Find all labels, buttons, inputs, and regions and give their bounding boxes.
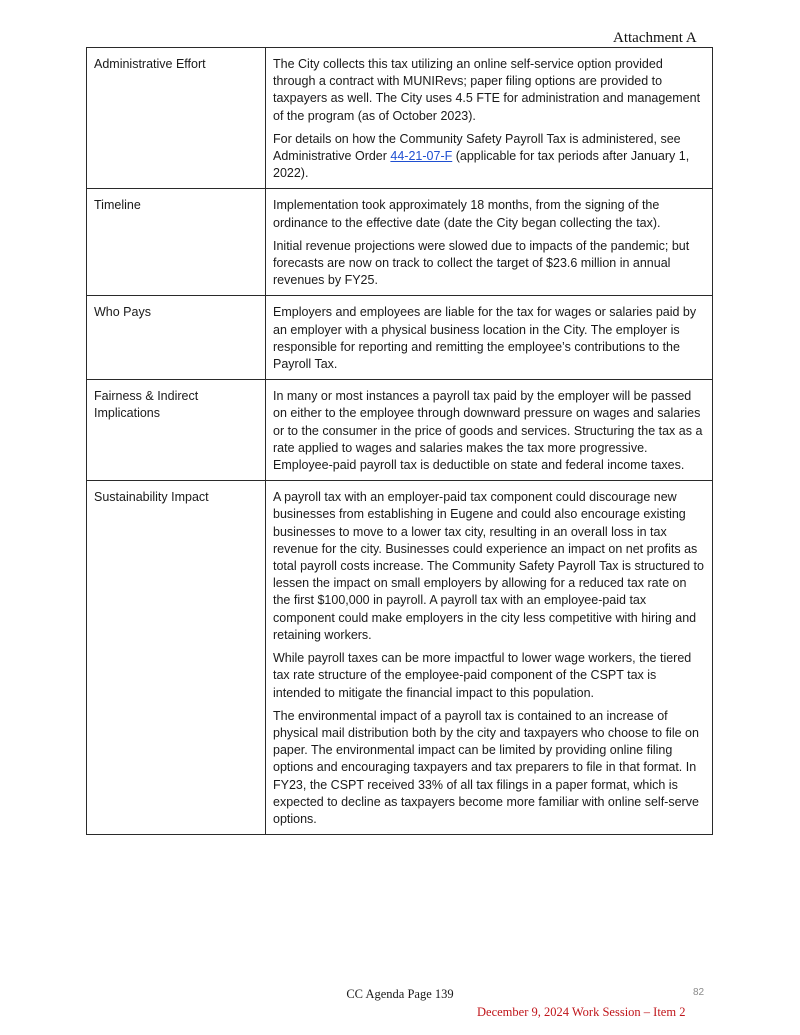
attachment-label: Attachment A bbox=[613, 30, 697, 46]
table-row bbox=[87, 380, 713, 481]
text-span: (applicable for tax periods after January 1, 2022). bbox=[273, 149, 690, 181]
table-row bbox=[87, 481, 713, 835]
row-label: Administrative Effort bbox=[87, 48, 266, 189]
text-span: For details on how the Community Safety Payroll Tax is administered, see Administrative Order bbox=[273, 131, 681, 164]
row-description bbox=[266, 189, 713, 296]
row-description bbox=[266, 48, 713, 189]
paragraph: Employers and employees are liable for the tax for wages or salaries paid by an employer with a physical business location in the City. The employer is responsible for reporting and remitting the employee’s contributions to the Payroll Tax. bbox=[273, 305, 697, 372]
page-number: 82 bbox=[693, 987, 705, 998]
row-label: Timeline bbox=[87, 189, 266, 296]
work-session-label: December 9, 2024 Work Session – Item 2 bbox=[477, 1005, 686, 1019]
paragraph: The environmental impact of a payroll tax is contained to an increase of physical mail distribution both by the city and taxpayers who choose to file on paper. The environmental impact can be limited by providing online filing options and encouraging taxpayers and tax preparers to file in that format. In FY23, the CSPT received 33% of all tax filings in a paper format, which is expected to decline as taxpayers become more familiar with online self-serve options. bbox=[273, 708, 699, 826]
row-description bbox=[266, 380, 713, 481]
paragraph: A payroll tax with an employer-paid tax component could discourage new businesses from establishing in Eugene and could also encourage existing businesses to move to a lower tax city, resulting in an overall loss in tax revenue for the city. Businesses could experience an impact on net profits as total payroll costs increase. The Community Safety Payroll Tax is structured to lessen the impact on small employers by allowing for a reduced tax rate on the first $100,000 in payroll. A payroll tax with an employee-paid tax component could make employers in the city less competitive with hiring and retaining workers. bbox=[273, 490, 704, 642]
administrative-order-link[interactable]: 44-21-07-F bbox=[390, 149, 453, 164]
row-label: Who Pays bbox=[87, 296, 266, 380]
paragraph: Initial revenue projections were slowed due to impacts of the pandemic; but forecasts are now on track to collect the target of $23.6 million in annual revenues by FY25. bbox=[273, 238, 690, 288]
agenda-page-footer: CC Agenda Page 139 bbox=[346, 987, 454, 1001]
table-row bbox=[87, 189, 713, 296]
paragraph: In many or most instances a payroll tax paid by the employer will be passed on either to the employee through downward pressure on wages and salaries or to the consumer in the price of goods and services. Structuring the tax as a rate applied to wages and salaries makes the tax more progressive. Employee-paid payroll tax is deductible on state and federal income taxes. bbox=[273, 389, 703, 473]
row-description bbox=[266, 481, 713, 835]
row-label: Sustainability Impact bbox=[87, 481, 266, 835]
table-row bbox=[87, 48, 713, 189]
paragraph: Implementation took approximately 18 months, from the signing of the ordinance to the effective date (date the City began collecting the tax). bbox=[273, 198, 661, 230]
paragraph: While payroll taxes can be more impactful to lower wage workers, the tiered tax rate structure of the employee-paid component of the CSPT tax is intended to mitigate the financial impact to this population. bbox=[273, 651, 692, 700]
tax-details-table bbox=[86, 47, 713, 835]
row-label: Fairness & Indirect Implications bbox=[87, 380, 266, 481]
paragraph bbox=[273, 131, 705, 183]
paragraph: The City collects this tax utilizing an online self-service option provided through a contract with MUNIRevs; paper filing options are provided to taxpayers as well. The City uses 4.5 FTE for administration and management of the program (as of October 2023). bbox=[273, 57, 701, 123]
row-description bbox=[266, 296, 713, 380]
table-row bbox=[87, 296, 713, 380]
